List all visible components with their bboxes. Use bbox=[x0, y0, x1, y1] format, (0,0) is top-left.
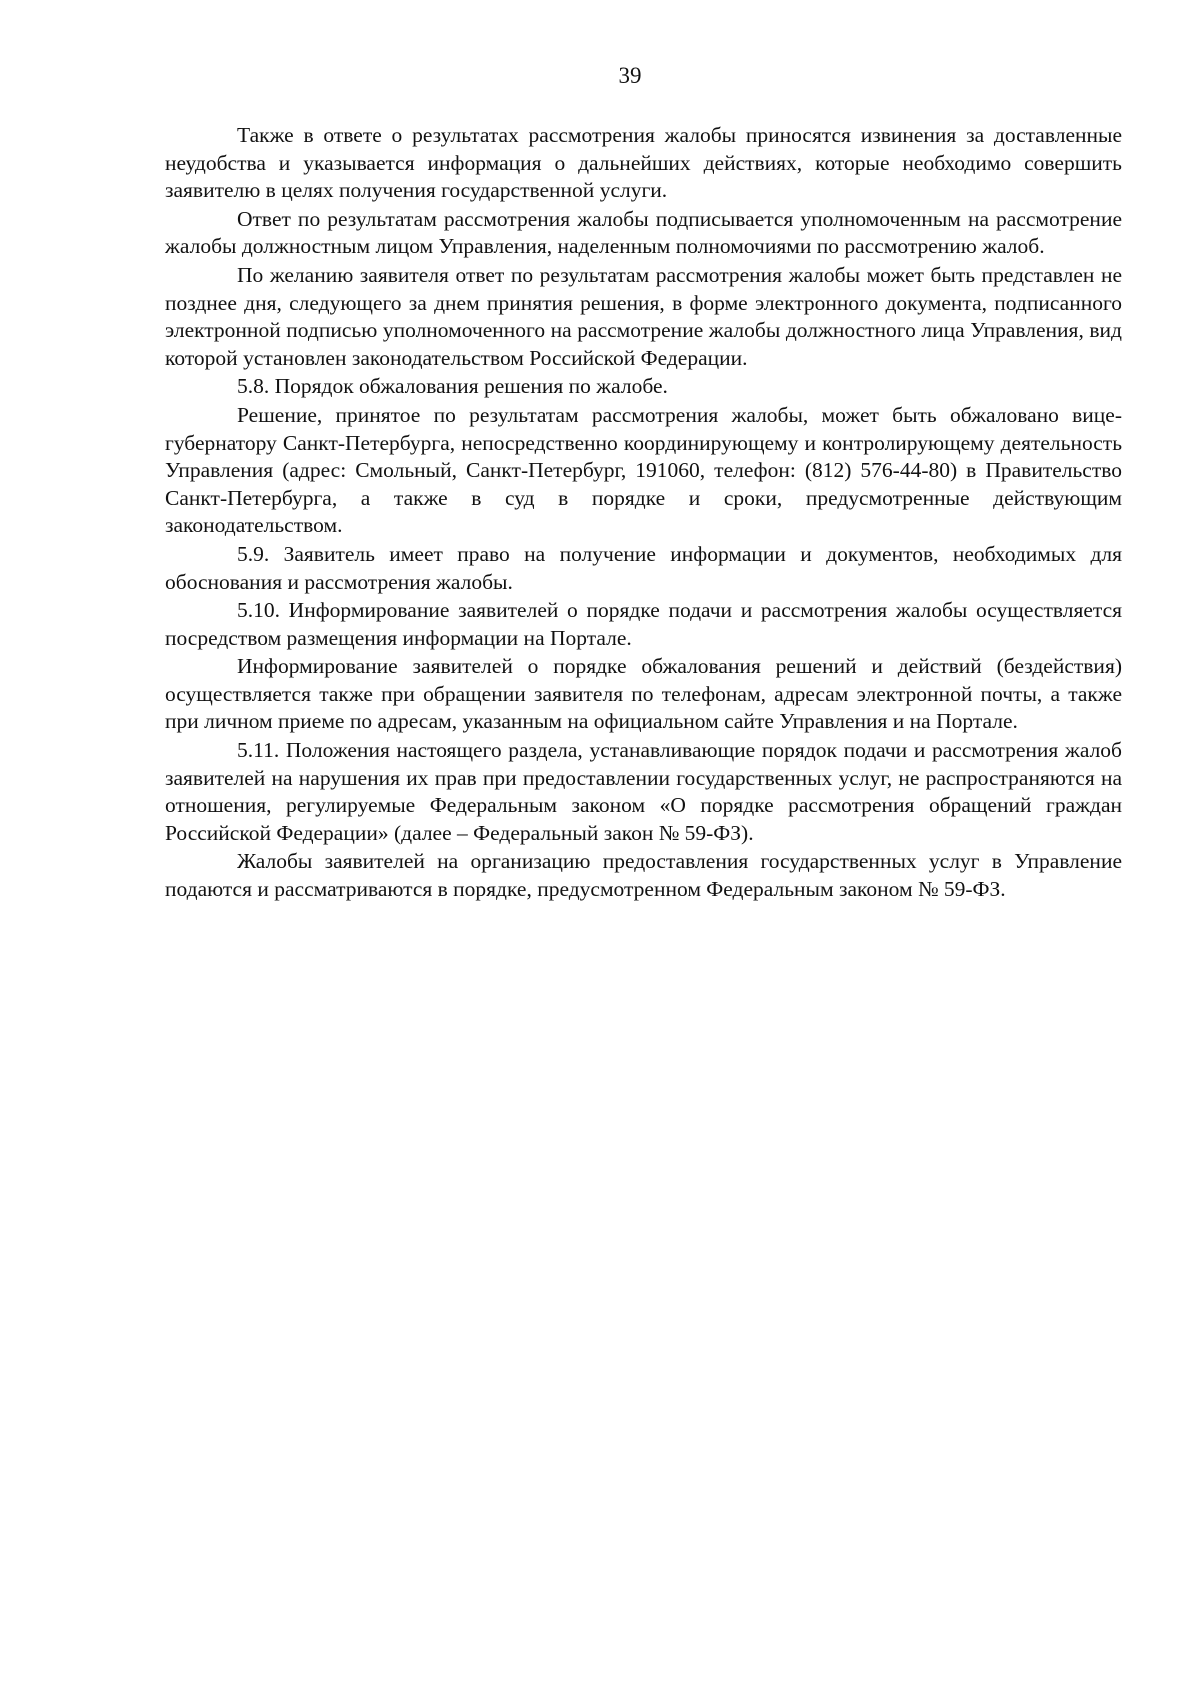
paragraph-informing: Информирование заявителей о порядке обжалования решений и действий (бездействия) осуществляется также при обращении заявителя по телефонам, адресам электронной почты, а также при личном приеме по адресам, указанным на официальном сайте Управления и на Портале. bbox=[165, 654, 1122, 734]
paragraph-electronic-response: По желанию заявителя ответ по результатам рассмотрения жалобы может быть представлен не позднее дня, следующего за днем принятия решения, в форме электронного документа, подписанного электронной подписью уполномоченного на рассмотрение жалобы должностного лица Управления, вид которой установлен законодательством Российской Федерации. bbox=[165, 262, 1122, 370]
page-number: 39 bbox=[618, 63, 642, 88]
section-heading-5-8: 5.8. Порядок обжалования решения по жалобе. bbox=[237, 374, 668, 399]
paragraph-response-signing: Ответ по результатам рассмотрения жалобы подписывается уполномоченным на рассмотрение жалобы должностным лицом Управления, наделенным полномочиями по рассмотрению жалоб. bbox=[165, 206, 1122, 259]
paragraph-complaints-59fz: Жалобы заявителей на организацию предоставления государственных услуг в Управление подаются и рассматриваются в порядке, предусмотренном Федеральным законом № 59-ФЗ. bbox=[165, 849, 1122, 902]
paragraph-appeal-procedure: Решение, принятое по результатам рассмотрения жалобы, может быть обжаловано вице-губернатору Санкт-Петербурга, непосредственно координирующему и контролирующему деятельность Управления (адрес: Смольный, Санкт-Петербург, 191060, телефон: (812) 576-44-80) в Правительство Санкт-Петербурга, а также в суд в порядке и сроки, предусмотренные действующим законодательством. bbox=[165, 402, 1122, 538]
paragraph-5-9: 5.9. Заявитель имеет право на получение информации и документов, необходимых для обоснования и рассмотрения жалобы. bbox=[165, 541, 1122, 594]
paragraph-5-10: 5.10. Информирование заявителей о порядке подачи и рассмотрения жалобы осуществляется посредством размещения информации на Портале. bbox=[165, 598, 1122, 650]
paragraph-5-11: 5.11. Положения настоящего раздела, устанавливающие порядок подачи и рассмотрения жалоб заявителей на нарушения их прав при предоставлении государственных услуг, не распространяются на отношения, регулируемые Федеральным законом «О порядке рассмотрения обращений граждан Российской Федерации» (далее – Федеральный закон № 59-ФЗ). bbox=[165, 738, 1122, 845]
paragraph-apology-info: Также в ответе о результатах рассмотрения жалобы приносятся извинения за доставленные неудобства и указывается информация о дальнейших действиях, которые необходимо совершить заявителю в целях получения государственной услуги. bbox=[165, 123, 1122, 203]
document-body bbox=[165, 122, 1122, 905]
